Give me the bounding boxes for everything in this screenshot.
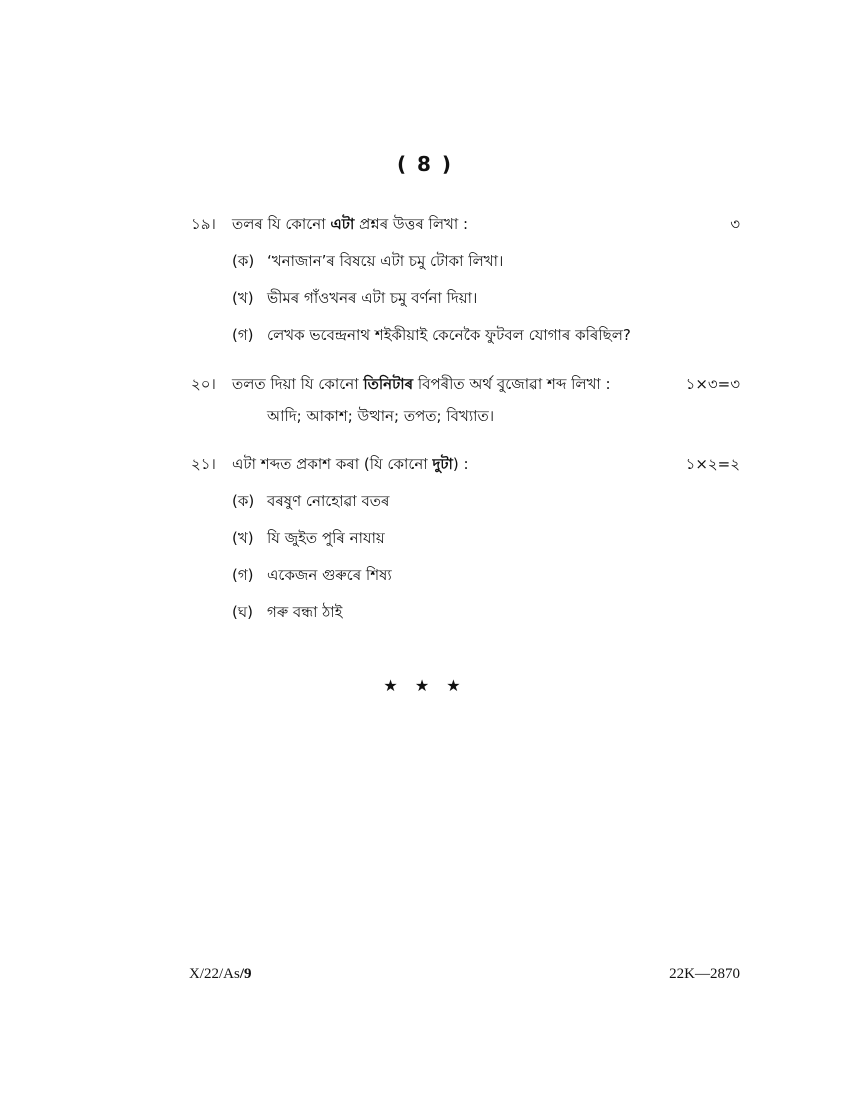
option-label: (গ) bbox=[232, 566, 254, 584]
page-number: ( 8 ) bbox=[396, 152, 454, 176]
question-21-marks: ১×২=২ bbox=[685, 455, 740, 473]
option-label: (গ) bbox=[232, 326, 254, 344]
question-20-marks: ১×৩=৩ bbox=[685, 375, 740, 393]
option-text: ‘খনাজান’ৰ বিষয়ে এটা চমু টোকা লিখা। bbox=[267, 252, 504, 270]
question-20-number: ২০। bbox=[191, 375, 216, 393]
question-20-instruction: তলত দিয়া যি কোনো তিনিটাৰ বিপৰীত অৰ্থ বুজোৱা শব্দ লিখা : bbox=[232, 375, 611, 393]
option-text: বৰষুণ নোহোৱা বতৰ bbox=[267, 492, 390, 510]
footer-right-code: 22K—2870 bbox=[669, 966, 740, 982]
option-text: লেখক ভবেন্দ্ৰনাথ শইকীয়াই কেনেকৈ ফুটবল যোগাৰ কৰিছিল? bbox=[267, 326, 631, 344]
end-stars: ★ ★ ★ bbox=[383, 676, 467, 695]
option-label: (খ) bbox=[232, 289, 254, 307]
option-text: গৰু বন্ধা ঠাই bbox=[267, 603, 343, 621]
footer-left-code: X/22/As/9 bbox=[189, 966, 252, 982]
option-text: ভীমৰ গাঁওখনৰ এটা চমু বৰ্ণনা দিয়া। bbox=[267, 289, 478, 307]
question-21-instruction: এটা শব্দত প্ৰকাশ কৰা (যি কোনো দুটা) : bbox=[232, 455, 469, 473]
option-label: (ক) bbox=[232, 492, 255, 510]
option-text: যি জুইত পুৰি নাযায় bbox=[267, 529, 385, 547]
question-19-marks: ৩ bbox=[730, 215, 740, 233]
question-19-number: ১৯। bbox=[191, 215, 216, 233]
question-21-number: ২১। bbox=[191, 455, 216, 473]
option-label: (ঘ) bbox=[232, 603, 253, 621]
option-text: একেজন গুৰুৰে শিষ্য bbox=[267, 566, 392, 584]
antonym-word-list: আদি; আকাশ; উত্থান; তপত; বিখ্যাত। bbox=[267, 407, 495, 425]
question-19-instruction: তলৰ যি কোনো এটা প্ৰশ্নৰ উত্তৰ লিখা : bbox=[232, 215, 469, 233]
option-label: (ক) bbox=[232, 252, 255, 270]
option-label: (খ) bbox=[232, 529, 254, 547]
